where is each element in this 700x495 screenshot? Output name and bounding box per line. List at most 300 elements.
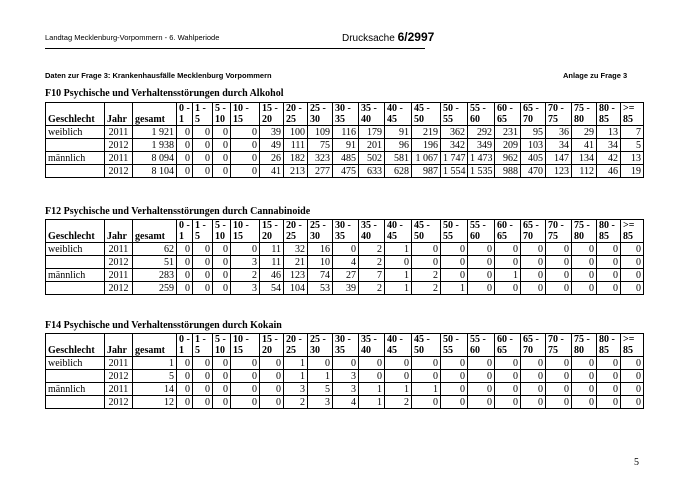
- cell-value: 13: [621, 152, 644, 165]
- cell-value: 0: [621, 256, 644, 269]
- cell-value: 1 473: [468, 152, 495, 165]
- table-row: [46, 243, 644, 256]
- column-header-age-group: [385, 334, 412, 357]
- cell-value: 0: [412, 396, 441, 409]
- cell-gesamt: 51: [133, 256, 177, 269]
- cell-value: 179: [359, 126, 385, 139]
- column-header-age-group: [193, 103, 213, 126]
- cell-value: 0: [441, 396, 468, 409]
- column-header-age-group: [621, 334, 644, 357]
- cell-value: 36: [546, 126, 572, 139]
- age-group-from: 70 -: [548, 334, 564, 345]
- cell-value: 46: [597, 165, 621, 178]
- age-group-to: 50: [414, 231, 424, 242]
- column-header-jahr: Jahr: [105, 103, 133, 126]
- cell-value: 0: [495, 383, 521, 396]
- age-group-from: 65 -: [523, 220, 539, 231]
- header-row: [46, 220, 644, 243]
- cell-value: 0: [177, 126, 193, 139]
- cell-value: 0: [597, 282, 621, 295]
- cell-jahr: 2011: [105, 269, 133, 282]
- data-table: [45, 219, 644, 295]
- document-number: [342, 30, 434, 44]
- column-header-age-group: [521, 334, 546, 357]
- age-group-from: 75 -: [574, 334, 590, 345]
- cell-geschlecht: [46, 370, 105, 383]
- cell-value: 2: [231, 269, 260, 282]
- cell-jahr: 2011: [105, 126, 133, 139]
- column-header-age-group: [468, 220, 495, 243]
- header-rule: [45, 48, 425, 49]
- cell-gesamt: 8 094: [133, 152, 177, 165]
- table-row: [46, 357, 644, 370]
- cell-value: 0: [597, 370, 621, 383]
- cell-value: 470: [521, 165, 546, 178]
- cell-value: 0: [621, 282, 644, 295]
- cell-value: 0: [333, 357, 359, 370]
- cell-value: 0: [193, 269, 213, 282]
- cell-value: 0: [521, 282, 546, 295]
- age-group-from: 40 -: [387, 103, 403, 114]
- cell-value: 75: [308, 139, 333, 152]
- cell-value: 0: [213, 165, 231, 178]
- age-group-to: 1: [179, 231, 184, 242]
- column-header-age-group: [597, 334, 621, 357]
- age-group-from: 70 -: [548, 103, 564, 114]
- age-group-from: 60 -: [497, 220, 513, 231]
- age-group-to: 70: [523, 345, 533, 356]
- age-group-to: 50: [414, 345, 424, 356]
- document-label: Drucksache: [342, 33, 395, 44]
- age-group-to: 70: [523, 231, 533, 242]
- cell-value: 362: [441, 126, 468, 139]
- cell-value: 0: [385, 370, 412, 383]
- cell-value: 100: [284, 126, 308, 139]
- cell-value: 0: [572, 256, 597, 269]
- age-group-to: 10: [215, 114, 225, 125]
- age-group-from: 50 -: [443, 334, 459, 345]
- age-group-from: 55 -: [470, 103, 486, 114]
- column-header-age-group: [333, 103, 359, 126]
- cell-value: 11: [260, 243, 284, 256]
- cell-value: 0: [521, 383, 546, 396]
- cell-value: 29: [572, 126, 597, 139]
- age-group-to: 60: [470, 114, 480, 125]
- cell-value: 405: [521, 152, 546, 165]
- cell-value: 1: [308, 370, 333, 383]
- age-group-from: 1 -: [195, 334, 206, 345]
- column-header-age-group: [308, 220, 333, 243]
- cell-value: 987: [412, 165, 441, 178]
- cell-value: 0: [546, 256, 572, 269]
- column-header-age-group: [546, 334, 572, 357]
- page-number: 5: [634, 457, 639, 468]
- cell-jahr: 2011: [105, 152, 133, 165]
- age-group-from: >=: [623, 103, 635, 114]
- cell-value: 0: [412, 256, 441, 269]
- cell-value: 219: [412, 126, 441, 139]
- age-group-from: 0 -: [179, 334, 190, 345]
- table-row: [46, 383, 644, 396]
- age-group-to: 75: [548, 345, 558, 356]
- cell-value: 0: [621, 357, 644, 370]
- age-group-from: 65 -: [523, 103, 539, 114]
- cell-value: 0: [177, 269, 193, 282]
- cell-value: 41: [572, 139, 597, 152]
- subheader-annex: Anlage zu Frage 3: [563, 71, 628, 80]
- cell-value: 19: [621, 165, 644, 178]
- age-group-from: 15 -: [262, 220, 278, 231]
- cell-value: 1 067: [412, 152, 441, 165]
- cell-jahr: 2012: [105, 396, 133, 409]
- cell-value: 0: [308, 357, 333, 370]
- data-table: [45, 333, 644, 409]
- cell-value: 0: [193, 357, 213, 370]
- cell-geschlecht: [46, 282, 105, 295]
- cell-value: 1: [385, 269, 412, 282]
- cell-value: 112: [572, 165, 597, 178]
- cell-value: 3: [231, 256, 260, 269]
- cell-value: 201: [359, 139, 385, 152]
- cell-value: 962: [495, 152, 521, 165]
- cell-value: 475: [333, 165, 359, 178]
- cell-value: 0: [597, 357, 621, 370]
- column-header-gesamt: gesamt: [133, 103, 177, 126]
- column-header-age-group: [359, 334, 385, 357]
- cell-value: 7: [621, 126, 644, 139]
- cell-value: 628: [385, 165, 412, 178]
- column-header-age-group: [177, 334, 193, 357]
- cell-value: 196: [412, 139, 441, 152]
- cell-value: 0: [231, 139, 260, 152]
- table-row: [46, 256, 644, 269]
- table-row: [46, 165, 644, 178]
- cell-value: 123: [546, 165, 572, 178]
- column-header-age-group: [359, 220, 385, 243]
- column-header-age-group: [495, 334, 521, 357]
- column-header-age-group: [546, 220, 572, 243]
- column-header-gesamt: gesamt: [133, 220, 177, 243]
- column-header-age-group: [441, 220, 468, 243]
- cell-value: 0: [333, 243, 359, 256]
- cell-value: 0: [468, 357, 495, 370]
- cell-value: 988: [495, 165, 521, 178]
- cell-value: 95: [521, 126, 546, 139]
- cell-value: 7: [359, 269, 385, 282]
- cell-value: 0: [385, 256, 412, 269]
- age-group-from: 50 -: [443, 103, 459, 114]
- cell-jahr: 2012: [105, 165, 133, 178]
- table-row: [46, 269, 644, 282]
- age-group-from: >=: [623, 334, 635, 345]
- cell-value: 0: [260, 357, 284, 370]
- cell-value: 54: [260, 282, 284, 295]
- age-group-to: 85: [599, 114, 609, 125]
- column-header-age-group: [177, 220, 193, 243]
- cell-value: 3: [308, 396, 333, 409]
- age-group-from: 35 -: [361, 334, 377, 345]
- cell-value: 0: [572, 370, 597, 383]
- cell-jahr: 2011: [105, 383, 133, 396]
- cell-value: 0: [441, 256, 468, 269]
- age-group-to: 15: [233, 114, 243, 125]
- cell-value: 74: [308, 269, 333, 282]
- cell-value: 39: [260, 126, 284, 139]
- cell-value: 0: [193, 139, 213, 152]
- table-title: F14 Psychische und Verhaltensstörungen durch Kokain: [45, 320, 282, 331]
- cell-value: 0: [177, 396, 193, 409]
- cell-value: 0: [193, 243, 213, 256]
- cell-value: 111: [284, 139, 308, 152]
- cell-value: 1: [495, 269, 521, 282]
- cell-value: 27: [333, 269, 359, 282]
- column-header-age-group: [572, 334, 597, 357]
- age-group-to: 70: [523, 114, 533, 125]
- cell-value: 0: [572, 269, 597, 282]
- cell-value: 104: [284, 282, 308, 295]
- column-header-age-group: [521, 103, 546, 126]
- cell-value: 0: [213, 383, 231, 396]
- cell-value: 5: [308, 383, 333, 396]
- age-group-from: 60 -: [497, 334, 513, 345]
- cell-value: 323: [308, 152, 333, 165]
- cell-value: 0: [546, 243, 572, 256]
- cell-value: 91: [333, 139, 359, 152]
- age-group-from: 60 -: [497, 103, 513, 114]
- age-group-from: 70 -: [548, 220, 564, 231]
- cell-value: 103: [521, 139, 546, 152]
- age-group-from: 20 -: [286, 334, 302, 345]
- cell-value: 1: [412, 383, 441, 396]
- cell-value: 0: [468, 256, 495, 269]
- cell-value: 2: [359, 243, 385, 256]
- cell-value: 1: [385, 383, 412, 396]
- cell-value: 0: [495, 357, 521, 370]
- cell-value: 0: [572, 243, 597, 256]
- header-row: [46, 103, 644, 126]
- table-row: [46, 139, 644, 152]
- cell-value: 0: [412, 370, 441, 383]
- age-group-from: 80 -: [599, 103, 615, 114]
- age-group-from: 45 -: [414, 334, 430, 345]
- cell-value: 41: [260, 165, 284, 178]
- cell-value: 0: [597, 269, 621, 282]
- cell-value: 0: [468, 383, 495, 396]
- age-group-to: 30: [310, 345, 320, 356]
- column-header-age-group: [260, 103, 284, 126]
- cell-geschlecht: [46, 165, 105, 178]
- cell-value: 0: [546, 396, 572, 409]
- cell-value: 0: [177, 357, 193, 370]
- age-group-from: 0 -: [179, 220, 190, 231]
- age-group-to: 35: [335, 114, 345, 125]
- cell-value: 633: [359, 165, 385, 178]
- age-group-from: 10 -: [233, 334, 249, 345]
- cell-value: 0: [495, 396, 521, 409]
- cell-value: 0: [495, 256, 521, 269]
- cell-value: 34: [546, 139, 572, 152]
- column-header-age-group: [308, 103, 333, 126]
- column-header-age-group: [177, 103, 193, 126]
- cell-gesamt: 62: [133, 243, 177, 256]
- column-header-age-group: [468, 334, 495, 357]
- cell-value: 1: [359, 396, 385, 409]
- column-header-age-group: [231, 334, 260, 357]
- age-group-from: 35 -: [361, 103, 377, 114]
- cell-value: 0: [495, 243, 521, 256]
- cell-value: 1: [441, 282, 468, 295]
- cell-value: 0: [412, 243, 441, 256]
- age-group-from: 80 -: [599, 334, 615, 345]
- cell-value: 0: [193, 370, 213, 383]
- cell-value: 0: [193, 152, 213, 165]
- cell-geschlecht: [46, 396, 105, 409]
- cell-value: 0: [231, 357, 260, 370]
- cell-value: 0: [521, 357, 546, 370]
- cell-value: 91: [385, 126, 412, 139]
- age-group-to: 75: [548, 231, 558, 242]
- cell-value: 485: [333, 152, 359, 165]
- cell-value: 0: [521, 396, 546, 409]
- age-group-to: 85: [623, 345, 633, 356]
- age-group-from: 45 -: [414, 220, 430, 231]
- cell-value: 0: [572, 282, 597, 295]
- cell-value: 123: [284, 269, 308, 282]
- cell-value: 2: [284, 396, 308, 409]
- cell-value: 0: [546, 269, 572, 282]
- cell-value: 0: [468, 269, 495, 282]
- age-group-from: 1 -: [195, 220, 206, 231]
- age-group-to: 1: [179, 114, 184, 125]
- cell-value: 11: [260, 256, 284, 269]
- age-group-to: 60: [470, 231, 480, 242]
- cell-geschlecht: weiblich: [46, 357, 105, 370]
- cell-value: 116: [333, 126, 359, 139]
- cell-jahr: 2011: [105, 357, 133, 370]
- column-header-age-group: [284, 334, 308, 357]
- cell-value: 1: [359, 383, 385, 396]
- age-group-from: 10 -: [233, 220, 249, 231]
- cell-value: 147: [546, 152, 572, 165]
- column-header-age-group: [495, 220, 521, 243]
- cell-value: 0: [177, 152, 193, 165]
- age-group-to: 65: [497, 231, 507, 242]
- age-group-to: 40: [361, 231, 371, 242]
- cell-value: 0: [177, 370, 193, 383]
- age-group-to: 40: [361, 114, 371, 125]
- column-header-age-group: [231, 103, 260, 126]
- table-row: [46, 370, 644, 383]
- age-group-to: 65: [497, 345, 507, 356]
- cell-value: 0: [231, 243, 260, 256]
- cell-value: 277: [308, 165, 333, 178]
- cell-gesamt: 1 921: [133, 126, 177, 139]
- cell-value: 0: [441, 243, 468, 256]
- column-header-age-group: [412, 334, 441, 357]
- column-header-age-group: [521, 220, 546, 243]
- age-group-from: 15 -: [262, 334, 278, 345]
- age-group-from: 5 -: [215, 220, 226, 231]
- age-group-to: 80: [574, 345, 584, 356]
- cell-value: 42: [597, 152, 621, 165]
- column-header-age-group: [572, 103, 597, 126]
- column-header-age-group: [333, 334, 359, 357]
- cell-value: 0: [177, 256, 193, 269]
- cell-value: 0: [213, 282, 231, 295]
- cell-jahr: 2012: [105, 370, 133, 383]
- cell-geschlecht: weiblich: [46, 126, 105, 139]
- cell-value: 0: [521, 256, 546, 269]
- cell-value: 109: [308, 126, 333, 139]
- column-header-age-group: [193, 334, 213, 357]
- cell-value: 0: [621, 370, 644, 383]
- subheader-title: Daten zur Frage 3: Krankenhausfälle Mecklenburg Vorpommern: [45, 71, 272, 80]
- cell-value: 1 747: [441, 152, 468, 165]
- cell-value: 0: [213, 357, 231, 370]
- age-group-to: 5: [195, 114, 200, 125]
- cell-value: 213: [284, 165, 308, 178]
- column-header-age-group: [546, 103, 572, 126]
- table-row: [46, 126, 644, 139]
- cell-value: 0: [231, 126, 260, 139]
- cell-value: 10: [308, 256, 333, 269]
- cell-jahr: 2012: [105, 256, 133, 269]
- cell-value: 32: [284, 243, 308, 256]
- column-header-age-group: [495, 103, 521, 126]
- age-group-to: 45: [387, 231, 397, 242]
- cell-value: 1 535: [468, 165, 495, 178]
- age-group-from: 25 -: [310, 334, 326, 345]
- column-header-geschlecht: Geschlecht: [46, 220, 105, 243]
- cell-value: 231: [495, 126, 521, 139]
- column-header-age-group: [260, 220, 284, 243]
- column-header-age-group: [308, 334, 333, 357]
- cell-value: 342: [441, 139, 468, 152]
- age-group-to: 75: [548, 114, 558, 125]
- cell-value: 0: [231, 370, 260, 383]
- cell-value: 0: [546, 383, 572, 396]
- cell-value: 0: [621, 396, 644, 409]
- age-group-to: 35: [335, 345, 345, 356]
- column-header-jahr: Jahr: [105, 220, 133, 243]
- cell-gesamt: 14: [133, 383, 177, 396]
- cell-value: 26: [260, 152, 284, 165]
- document-number-value: 6/2997: [397, 30, 435, 44]
- cell-value: 0: [441, 370, 468, 383]
- cell-value: 3: [333, 370, 359, 383]
- cell-value: 0: [177, 282, 193, 295]
- age-group-from: 80 -: [599, 220, 615, 231]
- column-header-age-group: [597, 103, 621, 126]
- age-group-to: 20: [262, 114, 272, 125]
- cell-value: 0: [546, 282, 572, 295]
- age-group-from: 50 -: [443, 220, 459, 231]
- cell-geschlecht: männlich: [46, 152, 105, 165]
- column-header-age-group: [597, 220, 621, 243]
- cell-value: 3: [284, 383, 308, 396]
- age-group-from: 55 -: [470, 220, 486, 231]
- table-row: [46, 152, 644, 165]
- age-group-from: 25 -: [310, 220, 326, 231]
- cell-geschlecht: männlich: [46, 269, 105, 282]
- cell-value: 0: [621, 243, 644, 256]
- age-group-from: 20 -: [286, 220, 302, 231]
- column-header-age-group: [213, 103, 231, 126]
- cell-value: 0: [177, 165, 193, 178]
- cell-value: 1: [284, 357, 308, 370]
- column-header-age-group: [213, 220, 231, 243]
- cell-value: 1: [284, 370, 308, 383]
